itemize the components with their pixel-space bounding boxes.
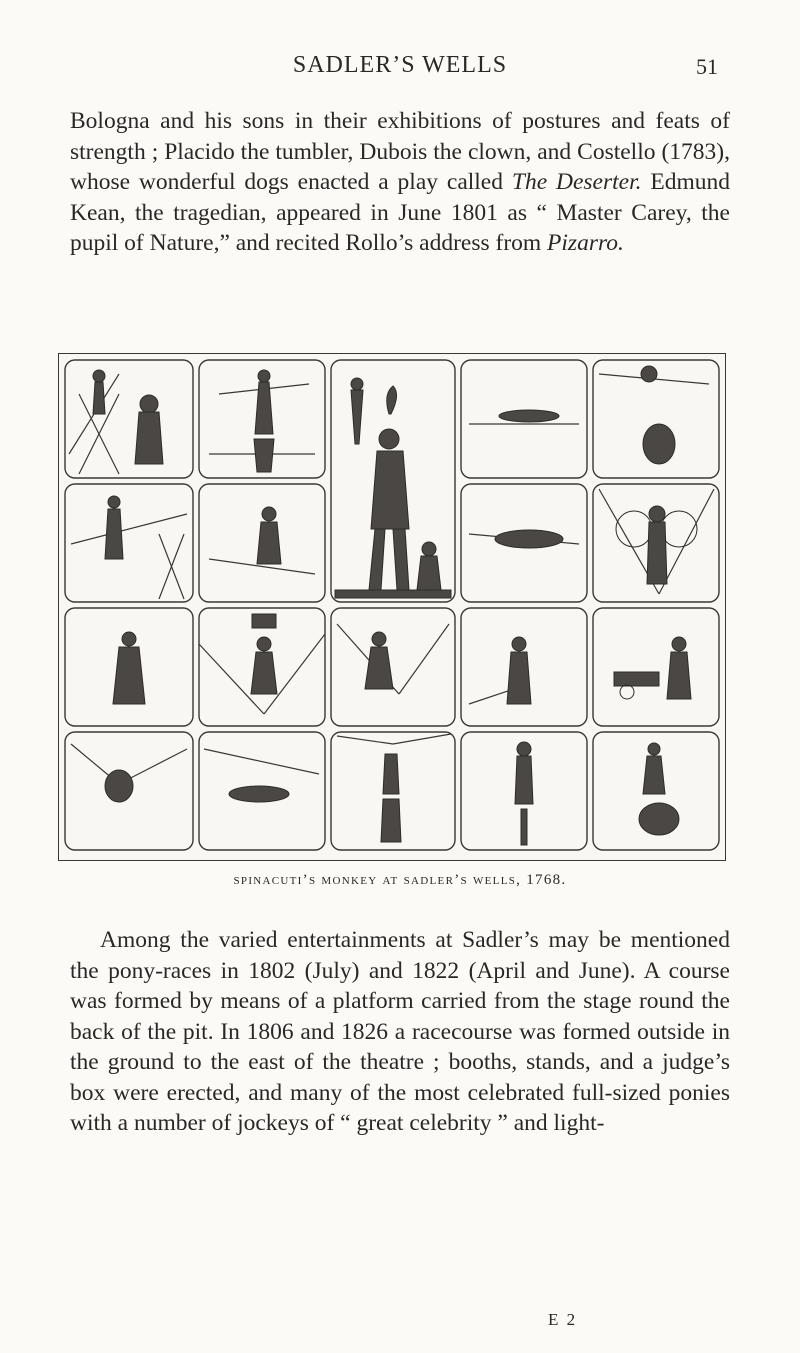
source-title: Pizarro. — [547, 230, 624, 256]
figure-caption: spinacuti’s monkey at sadler’s wells, 1768. — [233, 872, 567, 888]
running-title: SADLER’S WELLS — [292, 52, 508, 78]
paragraph-1-text-a: Bologna and his sons in their exhibitions of postures and feats of strength ; Placido the tumbler, Dubois the clown, and Costello (1783), whose wonderful dogs enacted a play called — [70, 108, 730, 195]
page-number: 51 — [696, 54, 718, 79]
paragraph-2: Among the varied entertainments at Sadler’s may be mentioned the pony-races in 1802 (July) and 1822 (April and June). A course was formed by means of a platform carried from the stage round the back of the pit. In 1806 and 1826 a racecourse was formed outside in the ground to the east of the theatre ; booths, stands, and a judge’s box were erected, and many of the most celebrated full-sized ponies with a number of jockeys of “ great celebrity ” and light- — [70, 927, 730, 1136]
panel-3-3 — [331, 608, 455, 726]
paragraph-1 — [70, 106, 730, 259]
panel-1-1 — [65, 360, 193, 478]
panel-5-3 — [593, 608, 719, 726]
paragraph-1-text-b: Edmund Kean, the tragedian, appeared in June 1801 as “ Master Carey, the pupil of Nature,” and recited Rollo’s address from — [70, 169, 731, 256]
play-title: The Deserter. — [511, 169, 642, 195]
engraving-plate — [58, 353, 726, 861]
signature-mark: E 2 — [548, 1310, 578, 1329]
engraving-illustration — [59, 354, 725, 860]
panel-1-2 — [65, 484, 193, 602]
